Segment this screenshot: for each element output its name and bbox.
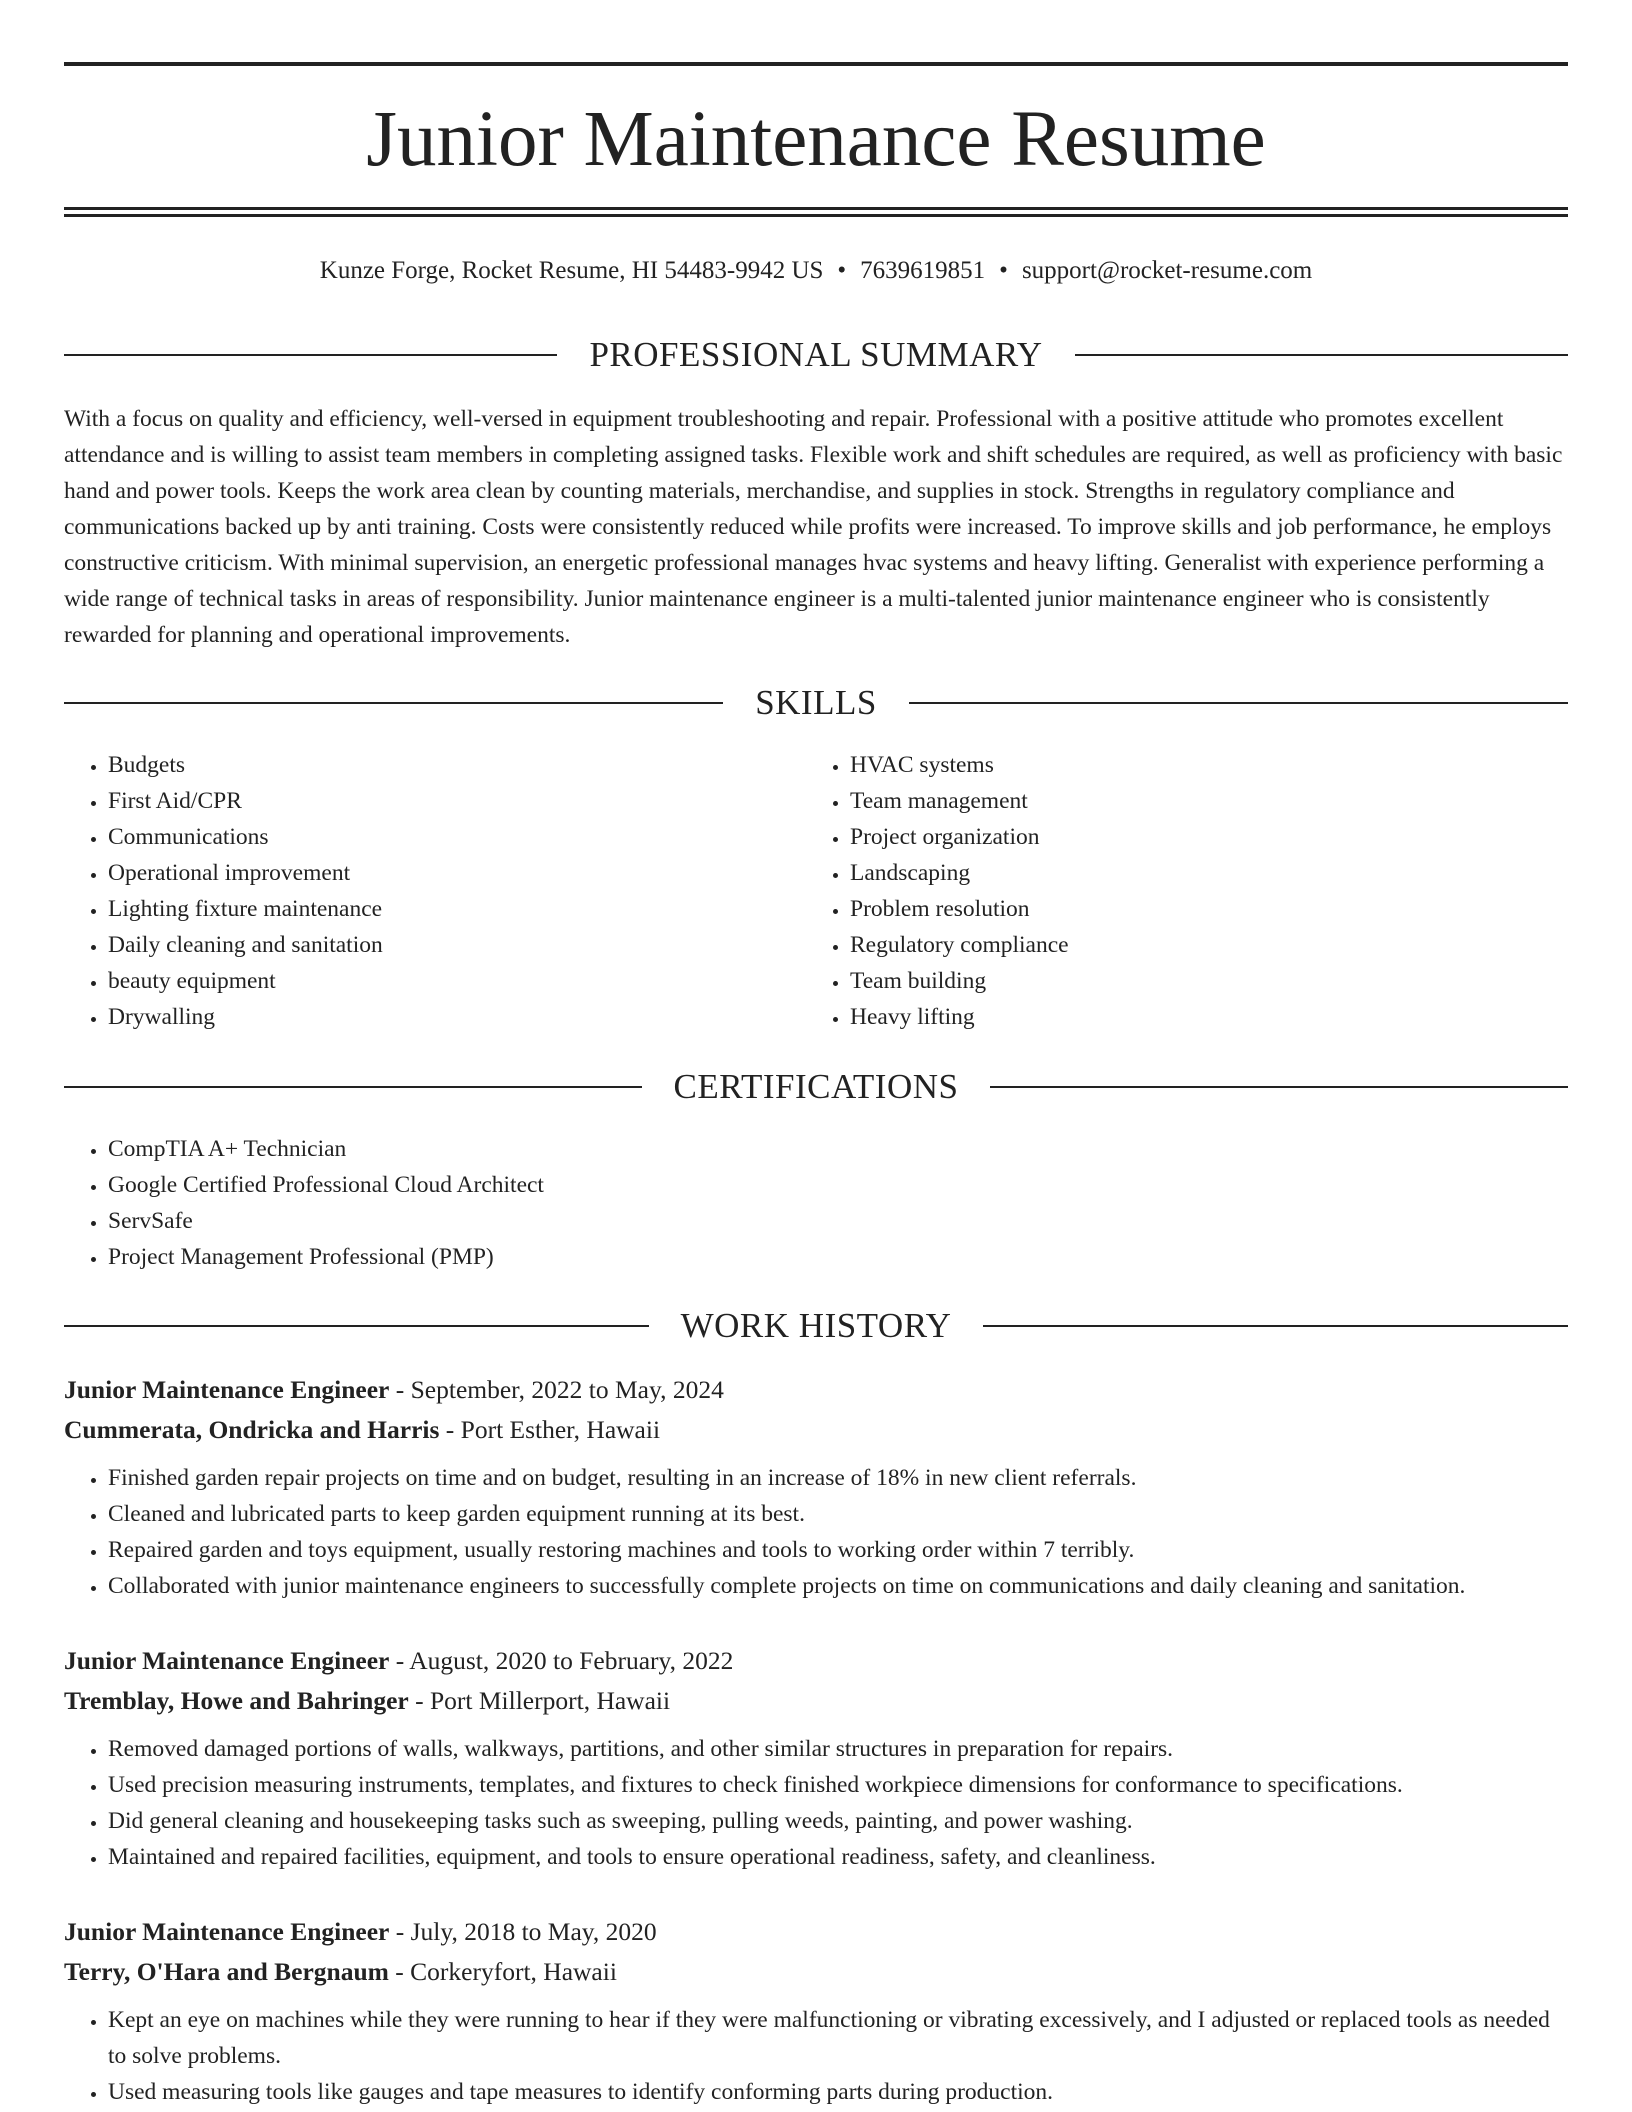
resume-title: Junior Maintenance Resume (366, 96, 1266, 183)
section-heading-work-history (64, 1306, 1568, 1346)
skill-item: • Project organization (850, 819, 1548, 855)
job-company: Terry, O'Hara and Bergnaum (64, 1957, 389, 1986)
job-dates: - July, 2018 to May, 2020 (389, 1917, 657, 1946)
heading-rule (1075, 354, 1568, 356)
job-entry (64, 1912, 1568, 2110)
section-title: WORK HISTORY (680, 1306, 952, 1345)
job-company: Tremblay, Howe and Bahringer (64, 1686, 409, 1715)
section-heading-summary (64, 335, 1568, 375)
job-entry (64, 1370, 1568, 1604)
job-title: Junior Maintenance Engineer (64, 1375, 390, 1404)
section-title: SKILLS (755, 683, 877, 722)
skill-item: • Team building (850, 963, 1548, 999)
heading-rule (990, 1086, 1568, 1088)
top-rule (64, 62, 1568, 66)
job-bullet: • Kept an eye on machines while they were running to hear if they were malfunctioning or vibrating excessively, and I adjusted or replaced tools as needed to solve problems. (108, 2002, 1568, 2074)
certification-item: • Google Certified Professional Cloud Architect (108, 1167, 1568, 1203)
job-company: Cummerata, Ondricka and Harris (64, 1415, 440, 1444)
section-heading-certifications (64, 1067, 1568, 1107)
contact-separator: • (999, 257, 1008, 284)
job-dates: - August, 2020 to February, 2022 (389, 1646, 734, 1675)
skill-item: • HVAC systems (850, 747, 1548, 783)
certifications-block (64, 1131, 1568, 1275)
contact-separator: • (837, 257, 847, 284)
job-title: Junior Maintenance Engineer (64, 1917, 390, 1946)
job-bullet: • Cleaned and lubricated parts to keep garden equipment running at its best. (108, 1496, 1568, 1532)
section-title: CERTIFICATIONS (673, 1067, 959, 1106)
title-double-rule (64, 207, 1568, 217)
skill-item: • Regulatory compliance (850, 927, 1548, 963)
contact-phone: 7639619851 (860, 257, 986, 284)
skill-item: • Communications (108, 819, 806, 855)
job-entry (64, 1641, 1568, 1875)
job-bullet: • Finished garden repair projects on time and on budget, resulting in an increase of 18% in new client referrals. (108, 1460, 1568, 1496)
job-bullet: • Collaborated with junior maintenance engineers to successfully complete projects on time on communications and daily cleaning and sanitation. (108, 1568, 1568, 1604)
job-bullet: • Removed damaged portions of walls, walkways, partitions, and other similar structures in preparation for repairs. (108, 1731, 1568, 1767)
skill-item: • Lighting fixture maintenance (108, 891, 806, 927)
skill-item: • Budgets (108, 747, 806, 783)
job-location: - Port Millerport, Hawaii (408, 1686, 671, 1715)
skills-column-left (64, 747, 806, 1035)
job-company-line (64, 1410, 1568, 1450)
skill-item: • Team management (850, 783, 1548, 819)
heading-rule (64, 702, 723, 704)
job-location: - Corkeryfort, Hawaii (388, 1957, 617, 1986)
contact-email: support@rocket-resume.com (1021, 257, 1313, 284)
skill-item: • First Aid/CPR (108, 783, 806, 819)
certification-item: • Project Management Professional (PMP) (108, 1239, 1568, 1275)
job-bullet: • Used precision measuring instruments, templates, and fixtures to check finished workpiece dimensions for conformance to specifications. (108, 1767, 1568, 1803)
heading-rule (64, 354, 557, 356)
job-location: - Port Esther, Hawaii (439, 1415, 661, 1444)
skill-item: • Problem resolution (850, 891, 1548, 927)
job-title: Junior Maintenance Engineer (64, 1646, 390, 1675)
skills-columns (64, 747, 1568, 1035)
job-title-line (64, 1370, 1568, 1410)
section-title: PROFESSIONAL SUMMARY (589, 335, 1043, 374)
job-bullet: • Repaired garden and toys equipment, usually restoring machines and tools to working order within 7 terribly. (108, 1532, 1568, 1568)
job-title-line (64, 1641, 1568, 1681)
heading-rule (64, 1325, 649, 1327)
certifications-list (64, 1131, 1568, 1275)
job-bullet: • Maintained and repaired facilities, equipment, and tools to ensure operational readiness, safety, and cleanliness. (108, 1839, 1568, 1875)
section-heading-skills (64, 683, 1568, 723)
skill-item: • beauty equipment (108, 963, 806, 999)
contact-line (64, 255, 1568, 287)
job-bullets (64, 1731, 1568, 1875)
summary-paragraph: With a focus on quality and efficiency, well-versed in equipment troubleshooting and repair. Professional with a positive attitude who promotes excellent attendance and is willing to assist team members in completing assigned tasks. Flexible work and shift schedules are required, as well as proficiency with basic hand and power tools. Keeps the work area clean by counting materials, merchandise, and supplies in stock. Strengths in regulatory compliance and communications backed up by anti training. Costs were consistently reduced while profits were increased. To improve skills and job performance, he employs constructive criticism. With minimal supervision, an energetic professional manages hvac systems and heavy lifting. Generalist with experience performing a wide range of technical tasks in areas of responsibility. Junior maintenance engineer is a multi-talented junior maintenance engineer who is consistently rewarded for planning and operational improvements. (64, 406, 1563, 648)
skill-item: • Drywalling (108, 999, 806, 1035)
job-bullets (64, 2002, 1568, 2110)
skill-item: • Heavy lifting (850, 999, 1548, 1035)
job-company-line (64, 1681, 1568, 1721)
job-bullets (64, 1460, 1568, 1604)
job-dates: - September, 2022 to May, 2024 (389, 1375, 724, 1404)
skills-column-right (806, 747, 1548, 1035)
job-bullet: • Did general cleaning and housekeeping tasks such as sweeping, pulling weeds, painting, and power washing. (108, 1803, 1568, 1839)
certification-item: • ServSafe (108, 1203, 1568, 1239)
skill-item: • Operational improvement (108, 855, 806, 891)
heading-rule (983, 1325, 1568, 1327)
certification-item: • CompTIA A+ Technician (108, 1131, 1568, 1167)
skill-item: • Daily cleaning and sanitation (108, 927, 806, 963)
skills-list-right (806, 747, 1548, 1035)
job-title-line (64, 1912, 1568, 1952)
job-bullet: • Used measuring tools like gauges and tape measures to identify conforming parts during production. (108, 2074, 1568, 2110)
skill-item: • Landscaping (850, 855, 1548, 891)
heading-rule (909, 702, 1568, 704)
job-company-line (64, 1952, 1568, 1992)
skills-list-left (64, 747, 806, 1035)
heading-rule (64, 1086, 642, 1088)
contact-address: Kunze Forge, Rocket Resume, HI 54483-9942 US (319, 257, 824, 284)
